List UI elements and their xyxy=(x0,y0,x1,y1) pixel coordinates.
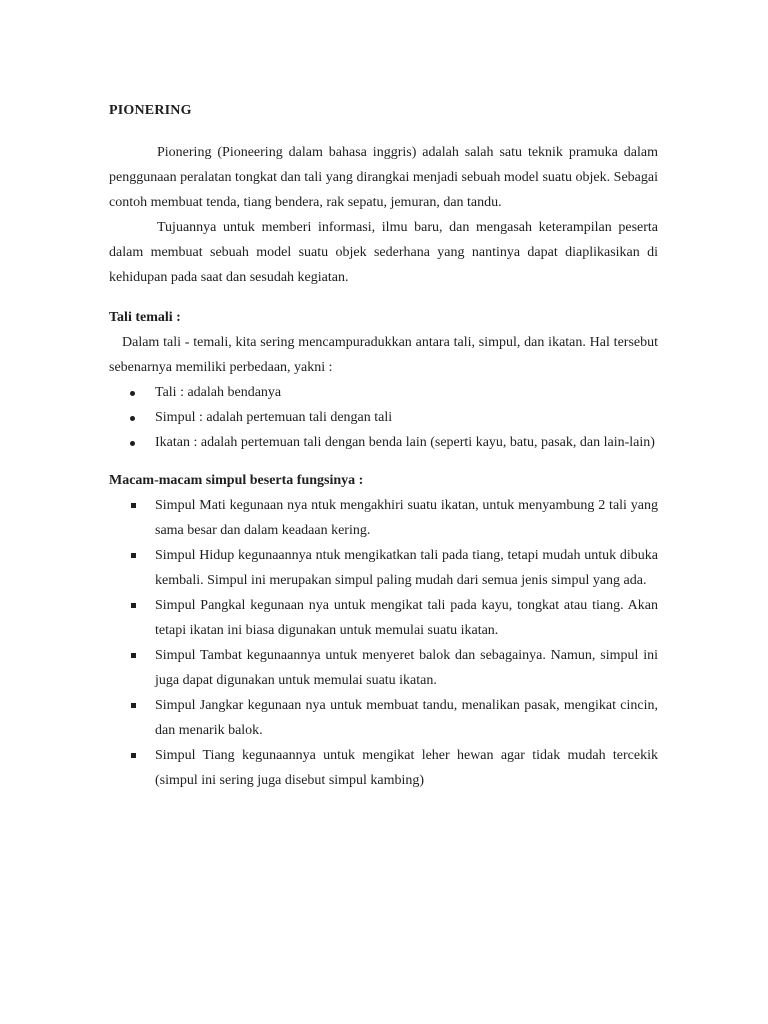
tali-temali-list xyxy=(109,380,658,455)
list-item-text: Ikatan : adalah pertemuan tali dengan benda lain (seperti kayu, batu, pasak, dan lain-lain) xyxy=(155,435,655,450)
bullet-square-icon xyxy=(131,603,136,608)
list-item-text: Simpul Tiang kegunaannya untuk mengikat leher hewan agar tidak mudah tercekik (simpul ini sering juga disebut simpul kambing) xyxy=(155,748,658,788)
bullet-square-icon xyxy=(131,703,136,708)
bullet-dot-icon xyxy=(130,441,135,446)
list-item-text: Simpul Pangkal kegunaan nya untuk mengikat tali pada kayu, tongkat atau tiang. Akan tetapi ikatan ini biasa digunakan untuk memulai suatu ikatan. xyxy=(155,598,658,638)
document-page xyxy=(109,101,658,793)
intro-paragraph-2: Tujuannya untuk memberi informasi, ilmu baru, dan mengasah keterampilan peserta dalam membuat sebuah model suatu objek sederhana yang nantinya dapat diaplikasikan di kehidupan pada saat dan sesudah kegiatan. xyxy=(109,220,658,285)
list-item xyxy=(109,430,658,455)
tali-temali-heading: Tali temali : xyxy=(109,310,181,325)
macam-simpul-heading: Macam-macam simpul beserta fungsinya : xyxy=(109,473,364,488)
list-item xyxy=(109,405,658,430)
list-item xyxy=(109,380,658,405)
list-item-text: Simpul : adalah pertemuan tali dengan tali xyxy=(155,410,393,425)
bullet-square-icon xyxy=(131,553,136,558)
bullet-square-icon xyxy=(131,753,136,758)
list-item xyxy=(109,743,658,793)
macam-simpul-list xyxy=(109,493,658,793)
bullet-square-icon xyxy=(131,503,136,508)
list-item xyxy=(109,643,658,693)
list-item-text: Simpul Jangkar kegunaan nya untuk membuat tandu, menalikan pasak, mengikat cincin, dan menarik balok. xyxy=(155,698,658,738)
tali-temali-paragraph: Dalam tali - temali, kita sering mencampuradukkan antara tali, simpul, dan ikatan. Hal tersebut sebenarnya memiliki perbedaan, yakni : xyxy=(109,335,658,375)
list-item xyxy=(109,493,658,543)
bullet-square-icon xyxy=(131,653,136,658)
list-item xyxy=(109,543,658,593)
list-item-text: Simpul Mati kegunaan nya ntuk mengakhiri suatu ikatan, untuk menyambung 2 tali yang sama besar dan dalam keadaan kering. xyxy=(155,498,658,538)
list-item xyxy=(109,693,658,743)
bullet-dot-icon xyxy=(130,416,135,421)
list-item-text: Simpul Hidup kegunaannya ntuk mengikatkan tali pada tiang, tetapi mudah untuk dibuka kembali. Simpul ini merupakan simpul paling mudah dari semua jenis simpul yang ada. xyxy=(155,548,658,588)
list-item-text: Tali : adalah bendanya xyxy=(155,385,282,400)
intro-paragraph-1: Pionering (Pioneering dalam bahasa inggris) adalah salah satu teknik pramuka dalam penggunaan peralatan tongkat dan tali yang dirangkai menjadi sebuah model suatu objek. Sebagai contoh membuat tenda, tiang bendera, rak sepatu, jemuran, dan tandu. xyxy=(109,145,658,210)
document-title: PIONERING xyxy=(109,103,192,118)
list-item xyxy=(109,593,658,643)
spacer xyxy=(109,455,658,469)
list-item-text: Simpul Tambat kegunaannya untuk menyeret balok dan sebagainya. Namun, simpul ini juga dapat digunakan untuk memulai suatu ikatan. xyxy=(155,648,658,688)
bullet-dot-icon xyxy=(130,391,135,396)
